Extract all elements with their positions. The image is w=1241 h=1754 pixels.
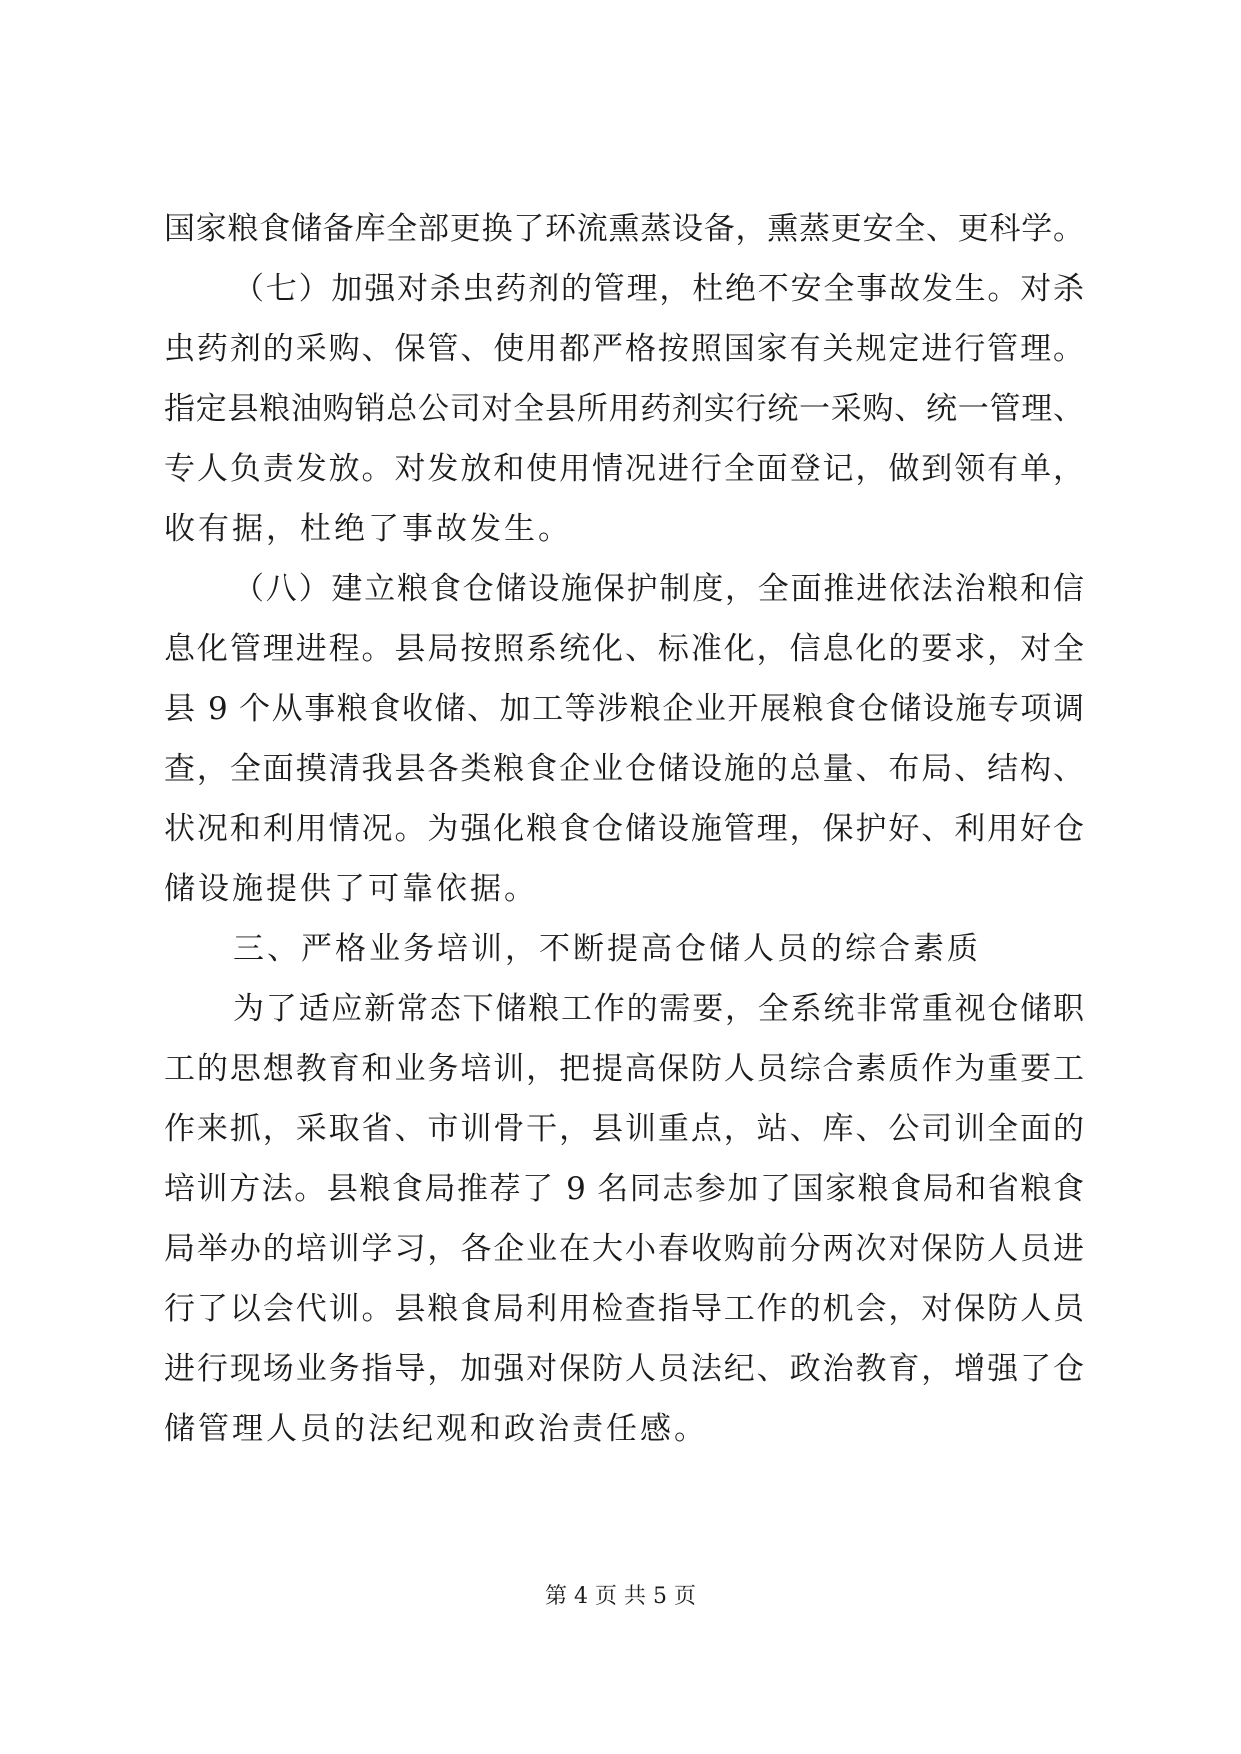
paragraph-line: 作来抓，采取省、市训骨干，县训重点，站、库、公司训全面的: [164, 1111, 1084, 1147]
page-number-footer: 第 4 页 共 5 页: [545, 1584, 696, 1609]
section-heading: 三、严格业务培训，不断提高仓储人员的综合素质: [233, 931, 981, 967]
paragraph-line: 状况和利用情况。为强化粮食仓储设施管理，保护好、利用好仓: [164, 811, 1084, 847]
paragraph-line: 指定县粮油购销总公司对全县所用药剂实行统一采购、统一管理、: [164, 391, 1084, 427]
paragraph-line: （七）加强对杀虫药剂的管理，杜绝不安全事故发生。对杀: [233, 271, 1084, 307]
paragraph-line: 息化管理进程。县局按照系统化、标准化，信息化的要求，对全: [164, 631, 1084, 667]
paragraph-line: 工的思想教育和业务培训，把提高保防人员综合素质作为重要工: [164, 1051, 1084, 1087]
paragraph-line: 专人负责发放。对发放和使用情况进行全面登记，做到领有单，: [164, 451, 1084, 487]
paragraph-line: 局举办的培训学习，各企业在大小春收购前分两次对保防人员进: [164, 1231, 1084, 1267]
paragraph-line: 培训方法。县粮食局推荐了 9 名同志参加了国家粮食局和省粮食: [164, 1171, 1084, 1207]
paragraph-line: 为了适应新常态下储粮工作的需要，全系统非常重视仓储职: [233, 991, 1084, 1027]
paragraph-line: 国家粮食储备库全部更换了环流熏蒸设备，熏蒸更安全、更科学。: [164, 211, 1084, 247]
paragraph-line: 储设施提供了可靠依据。: [164, 871, 538, 907]
paragraph-line: 查，全面摸清我县各类粮食企业仓储设施的总量、布局、结构、: [164, 751, 1084, 787]
paragraph-line: （八）建立粮食仓储设施保护制度，全面推进依法治粮和信: [233, 571, 1084, 607]
paragraph-line: 县 9 个从事粮食收储、加工等涉粮企业开展粮食仓储设施专项调: [164, 691, 1084, 727]
paragraph-line: 储管理人员的法纪观和政治责任感。: [164, 1411, 708, 1447]
paragraph-line: 收有据，杜绝了事故发生。: [164, 511, 572, 547]
paragraph-line: 进行现场业务指导，加强对保防人员法纪、政治教育，增强了仓: [164, 1351, 1084, 1387]
paragraph-line: 虫药剂的采购、保管、使用都严格按照国家有关规定进行管理。: [164, 331, 1084, 367]
paragraph-line: 行了以会代训。县粮食局利用检查指导工作的机会，对保防人员: [164, 1291, 1084, 1327]
